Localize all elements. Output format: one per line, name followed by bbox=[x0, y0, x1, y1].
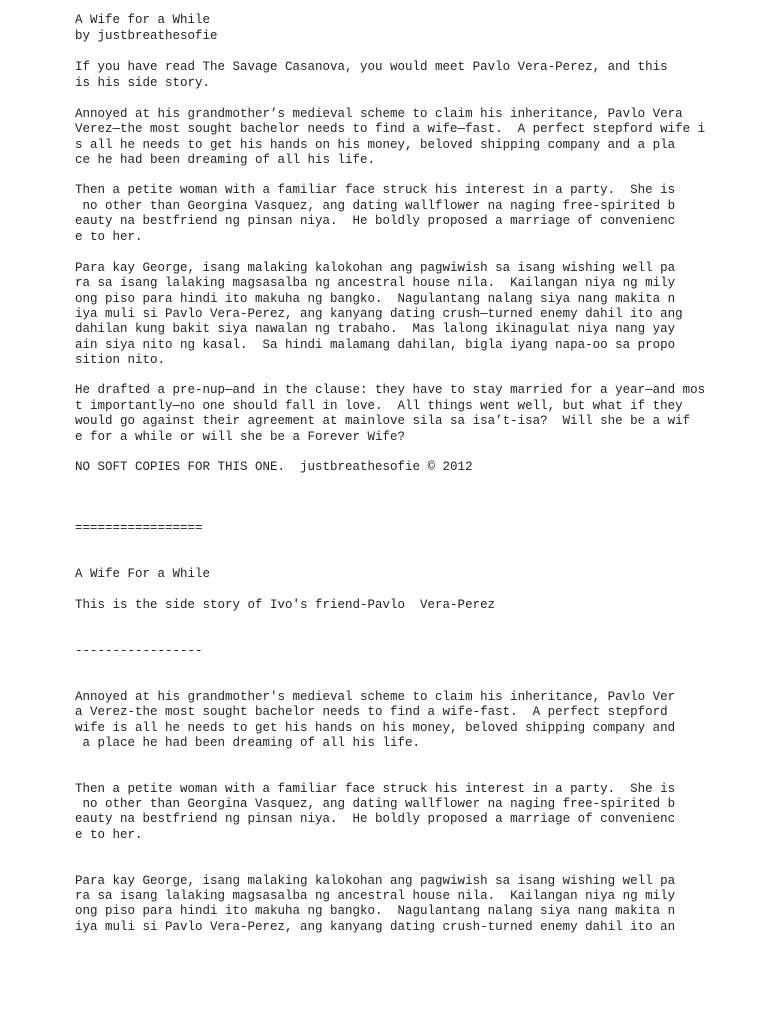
text-line: t importantly—no one should fall in love. All things went well, but what if they bbox=[75, 399, 683, 413]
text-line: eauty na bestfriend ng pinsan niya. He boldly proposed a marriage of convenienc bbox=[75, 214, 676, 228]
text-line: ra sa isang lalaking magsasalba ng ancestral house nila. Kailangan niya ng mily bbox=[75, 276, 676, 290]
document-byline: by justbreathesofie bbox=[75, 29, 218, 43]
text-line: ain siya nito ng kasal. Sa hindi malamang dahilan, bigla iyang napa-oo sa propo bbox=[75, 338, 676, 352]
text-line: ra sa isang lalaking magsasalba ng ancestral house nila. Kailangan niya ng mily bbox=[75, 889, 676, 903]
text-line: He drafted a pre-nup—and in the clause: they have to stay married for a year—and mos bbox=[75, 383, 706, 397]
text-line: This is the side story of Ivo's friend-Pavlo Vera-Perez bbox=[75, 598, 496, 612]
text-line: Then a petite woman with a familiar face struck his interest in a party. She is bbox=[75, 782, 676, 796]
text-line: Verez—the most sought bachelor needs to find a wife—fast. A perfect stepford wife i bbox=[75, 122, 706, 136]
text-line: would go against their agreement at mainlove sila sa isa’t-isa? Will she be a wif bbox=[75, 414, 691, 428]
text-line: s all he needs to get his hands on his money, beloved shipping company and a pla bbox=[75, 138, 676, 152]
text-line: iya muli si Pavlo Vera-Perez, ang kanyang dating crush—turned enemy dahil ito ang bbox=[75, 307, 683, 321]
text-line: ce he had been dreaming of all his life. bbox=[75, 153, 376, 167]
text-line: Para kay George, isang malaking kalokohan ang pagwiwish sa isang wishing well pa bbox=[75, 261, 676, 275]
text-line: no other than Georgina Vasquez, ang dating wallflower na naging free-spirited b bbox=[75, 199, 676, 213]
text-line: e for a while or will she be a Forever Wife? bbox=[75, 430, 406, 444]
text-line: Annoyed at his grandmother's medieval scheme to claim his inheritance, Pavlo Ver bbox=[75, 690, 676, 704]
text-line: If you have read The Savage Casanova, you would meet Pavlo Vera-Perez, and this bbox=[75, 60, 668, 74]
text-line: Then a petite woman with a familiar face struck his interest in a party. She is bbox=[75, 183, 676, 197]
text-line: Annoyed at his grandmother’s medieval scheme to claim his inheritance, Pavlo Vera bbox=[75, 107, 683, 121]
document-title: A Wife for a While bbox=[75, 13, 211, 27]
text-line: a place he had been dreaming of all his life. bbox=[75, 736, 421, 750]
text-line: iya muli si Pavlo Vera-Perez, ang kanyang dating crush-turned enemy dahil ito an bbox=[75, 920, 676, 934]
text-line: a Verez-the most sought bachelor needs to find a wife-fast. A perfect stepford bbox=[75, 705, 668, 719]
text-line: e to her. bbox=[75, 230, 143, 244]
text-line: Para kay George, isang malaking kalokohan ang pagwiwish sa isang wishing well pa bbox=[75, 874, 676, 888]
copyright-line: NO SOFT COPIES FOR THIS ONE. justbreathesofie © 2012 bbox=[75, 460, 473, 474]
separator: ================= bbox=[75, 521, 203, 535]
text-line: ong piso para hindi ito makuha ng bangko. Nagulantang nalang siya nang makita n bbox=[75, 292, 676, 306]
text-line: ong piso para hindi ito makuha ng bangko. Nagulantang nalang siya nang makita n bbox=[75, 904, 676, 918]
text-line: e to her. bbox=[75, 828, 143, 842]
section-title: A Wife For a While bbox=[75, 567, 211, 581]
text-line: is his side story. bbox=[75, 76, 211, 90]
text-line: sition nito. bbox=[75, 353, 166, 367]
separator: ----------------- bbox=[75, 644, 203, 658]
text-line: dahilan kung bakit siya nawalan ng trabaho. Mas lalong ikinagulat niya nang yay bbox=[75, 322, 676, 336]
text-line: wife is all he needs to get his hands on his money, beloved shipping company and bbox=[75, 721, 676, 735]
text-line: eauty na bestfriend ng pinsan niya. He boldly proposed a marriage of convenienc bbox=[75, 812, 676, 826]
text-line: no other than Georgina Vasquez, ang dating wallflower na naging free-spirited b bbox=[75, 797, 676, 811]
